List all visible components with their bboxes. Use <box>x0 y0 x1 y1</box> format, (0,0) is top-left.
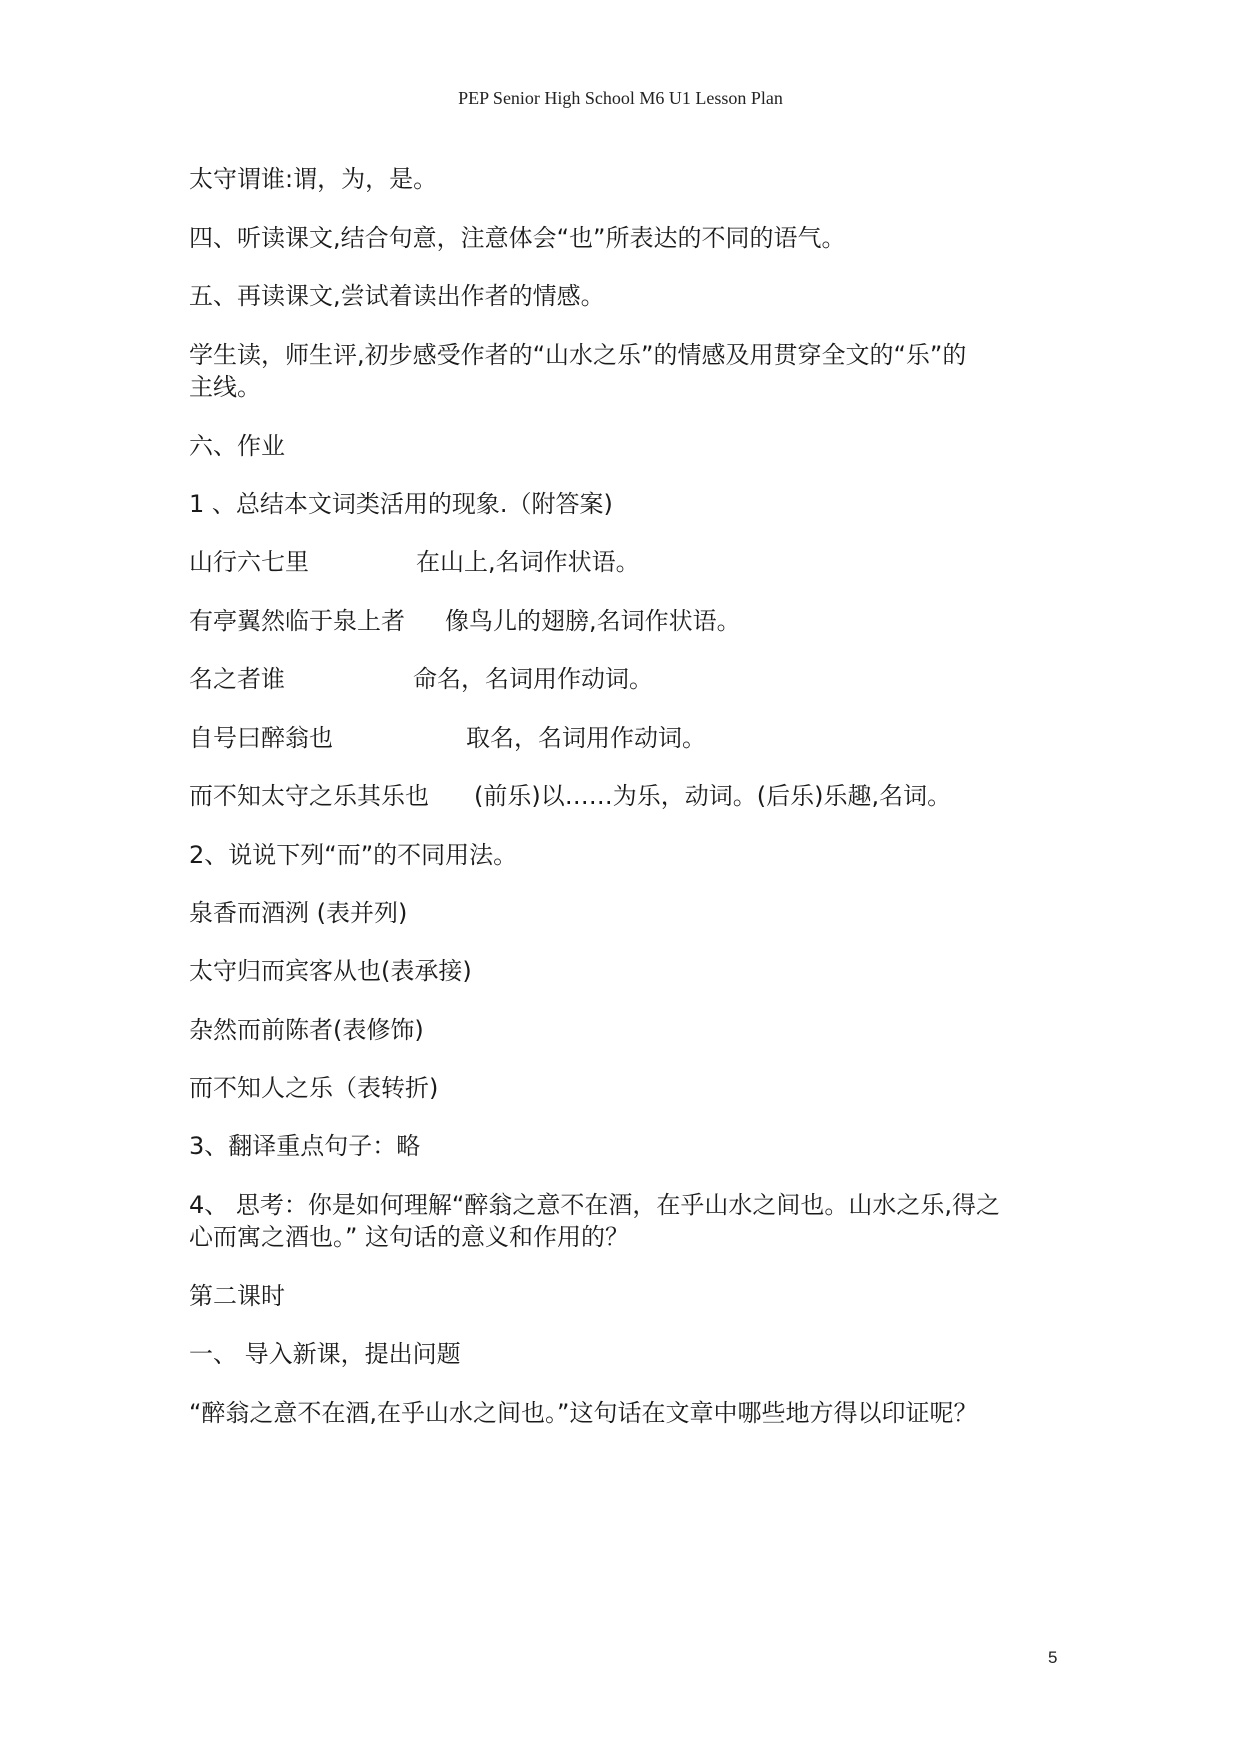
usage-note: 在山上,名词作状语。 <box>416 548 640 576</box>
list-item: 而不知人之乐（表转折) <box>189 1074 439 1102</box>
text-line: 太守谓谁:谓，为，是。 <box>189 165 438 193</box>
text-line: 一、 导入新课，提出问题 <box>189 1340 461 1368</box>
section-heading: 第二课时 <box>189 1282 285 1310</box>
usage-phrase: 自号曰醉翁也 <box>189 724 333 752</box>
text-line: 3、翻译重点句子：略 <box>189 1132 421 1160</box>
text-line: 2、说说下列“而”的不同用法。 <box>189 841 518 869</box>
list-item: 泉香而酒洌 (表并列) <box>189 899 408 927</box>
list-item: 太守归而宾客从也(表承接) <box>189 957 472 985</box>
usage-phrase: 有亭翼然临于泉上者 <box>189 607 405 635</box>
usage-phrase: 而不知太守之乐其乐也 <box>189 782 429 810</box>
text-line: 学生读，师生评,初步感受作者的“山水之乐”的情感及用贯穿全文的“乐”的 <box>189 341 967 369</box>
usage-phrase: 名之者谁 <box>189 665 285 693</box>
page-number: 5 <box>1048 1648 1058 1667</box>
usage-note: 取名，名词用作动词。 <box>466 724 706 752</box>
text-line: 1 、总结本文词类活用的现象.（附答案) <box>189 490 613 518</box>
text-line: 主线。 <box>189 373 261 401</box>
text-line: 五、再读课文,尝试着读出作者的情感。 <box>189 282 605 310</box>
usage-phrase: 山行六七里 <box>189 548 309 576</box>
list-item: 杂然而前陈者(表修饰) <box>189 1016 424 1044</box>
text-line: 心而寓之酒也。” 这句话的意义和作用的？ <box>189 1223 630 1251</box>
section-heading: 六、作业 <box>189 432 285 460</box>
usage-note: 命名，名词用作动词。 <box>413 665 653 693</box>
usage-note: 像鸟儿的翅膀,名词作状语。 <box>445 607 741 635</box>
usage-note: (前乐)以……为乐，动词。(后乐)乐趣,名词。 <box>474 782 952 810</box>
text-line: 4、 思考：你是如何理解“醉翁之意不在酒，在乎山水之间也。山水之乐,得之 <box>189 1191 1000 1219</box>
text-line: 四、听读课文,结合句意，注意体会“也”所表达的不同的语气。 <box>189 224 846 252</box>
page-header: PEP Senior High School M6 U1 Lesson Plan <box>458 88 783 108</box>
text-line: “醉翁之意不在酒,在乎山水之间也。”这句话在文章中哪些地方得以印证呢？ <box>189 1399 978 1427</box>
